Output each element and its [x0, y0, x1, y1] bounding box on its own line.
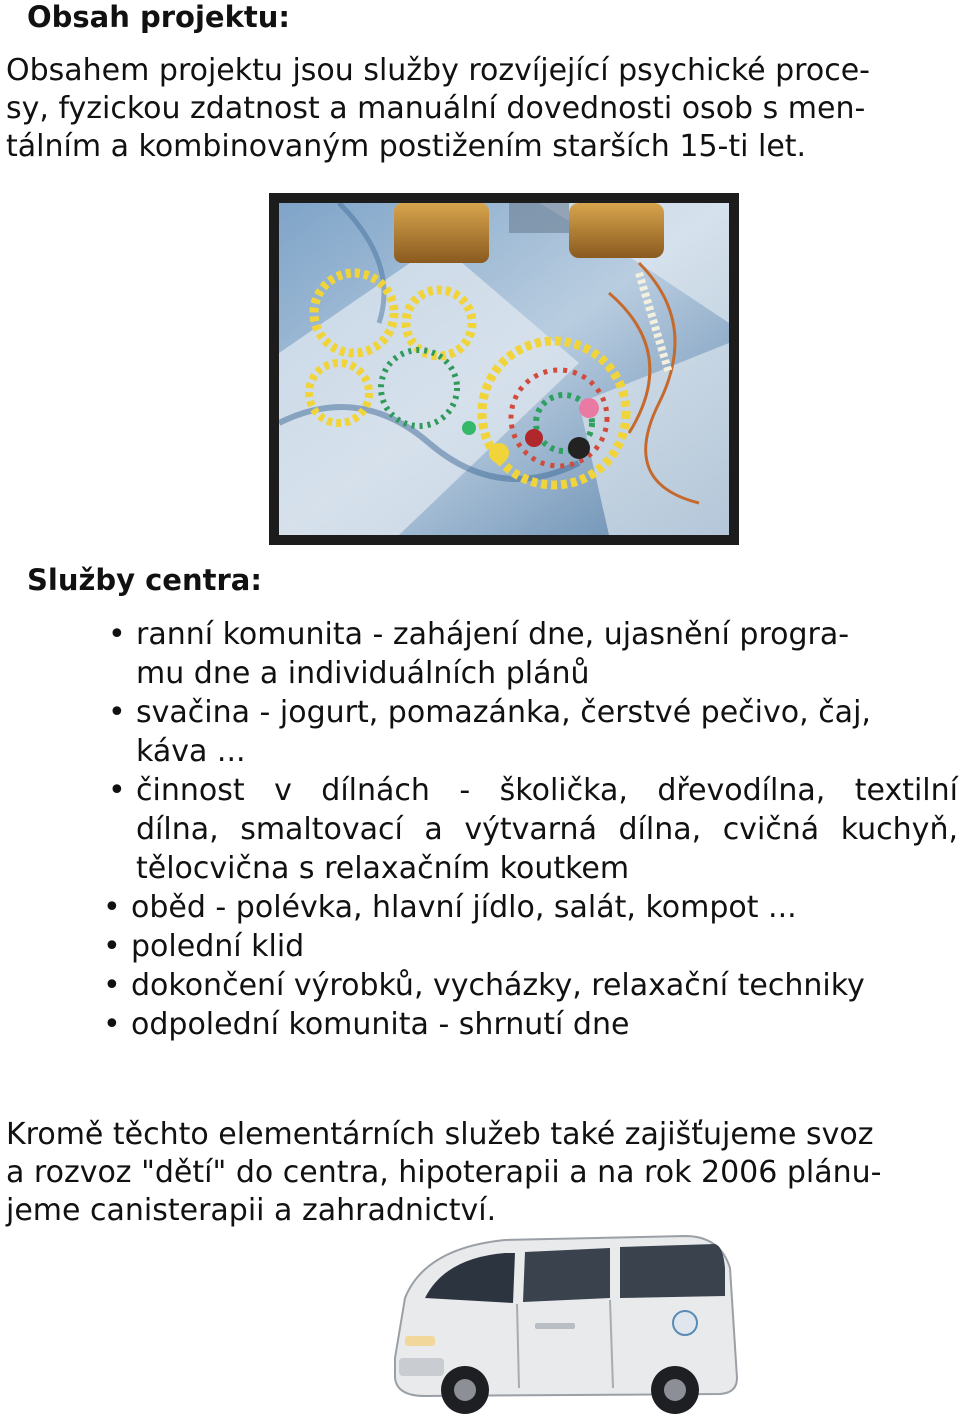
service-line: polední klid: [131, 929, 305, 964]
extra-line: Kromě těchto elementárních služeb také zajišťujeme svoz: [6, 1117, 874, 1152]
service-line: káva ...: [136, 734, 246, 769]
intro-paragraph: [6, 52, 954, 166]
minibus-illustration: [385, 1228, 745, 1418]
service-line: činnost v dílnách - školička, dřevodílna, textilní: [136, 773, 958, 808]
service-line: ranní komunita - zahájení dne, ujasnění progra-: [136, 617, 850, 652]
beaded-jewelry-photo: [269, 193, 739, 545]
service-text: [131, 927, 304, 966]
service-line: svačina - jogurt, pomazánka, čerstvé pečivo, čaj,: [136, 695, 871, 730]
service-line: odpolední komunita - shrnutí dne: [131, 1007, 630, 1042]
service-line: tělocvična s relaxačním koutkem: [136, 851, 630, 886]
service-text: [136, 771, 958, 888]
extra-paragraph: [6, 1116, 960, 1230]
beaded-jewelry-illustration: [279, 203, 729, 535]
service-text: [131, 888, 797, 927]
bullet-dot: •: [103, 929, 121, 964]
intro-line: tálním a kombinovaným postižením starších 15-ti let.: [6, 129, 807, 164]
section-heading-obsah: Obsah projektu:: [27, 0, 290, 34]
minibus-photo: [385, 1228, 745, 1422]
extra-line: a rozvoz "dětí" do centra, hipoterapii a na rok 2006 plánu-: [6, 1155, 882, 1190]
service-text: [136, 615, 849, 693]
service-line: dokončení výrobků, vycházky, relaxační techniky: [131, 968, 865, 1003]
section-heading-sluzby: Služby centra:: [27, 563, 262, 597]
bullet-dot: •: [108, 695, 126, 730]
service-text: [131, 1005, 629, 1044]
intro-line: sy, fyzickou zdatnost a manuální dovednosti osob s men-: [6, 91, 866, 126]
service-text: [131, 966, 865, 1005]
bullet-dot: •: [108, 617, 126, 652]
service-text: [136, 693, 871, 771]
bullet-dot: •: [103, 1007, 121, 1042]
bullet-dot: •: [108, 773, 126, 808]
bullet-dot: •: [103, 890, 121, 925]
service-line: mu dne a individuálních plánů: [136, 656, 590, 691]
bullet-dot: •: [103, 968, 121, 1003]
service-line: oběd - polévka, hlavní jídlo, salát, kompot ...: [131, 890, 797, 925]
intro-line: Obsahem projektu jsou služby rozvíjející psychické proce-: [6, 53, 870, 88]
extra-line: jeme canisterapii a zahradnictví.: [6, 1193, 497, 1228]
service-line: dílna, smaltovací a výtvarná dílna, cvičná kuchyň,: [136, 812, 958, 847]
